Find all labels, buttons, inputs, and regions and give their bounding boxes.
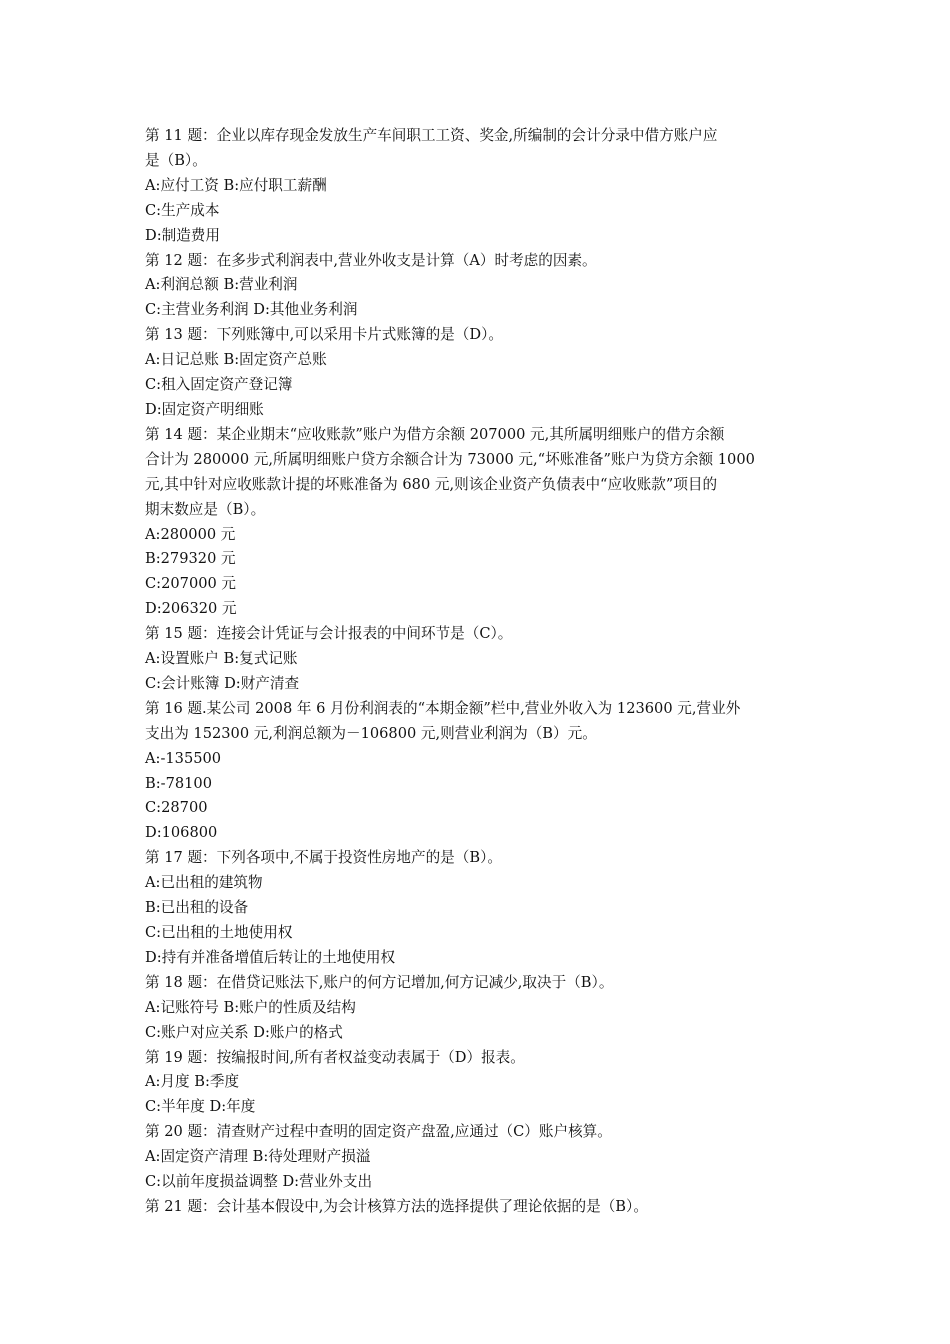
text-line: A:日记总账 B:固定资产总账 [145, 351, 327, 369]
text-line: 第 16 题.某公司 2008 年 6 月份利润表的“本期金额”栏中,营业外收入为 123600 元,营业外 [145, 699, 741, 717]
text-line: A:利润总额 B:营业利润 [145, 276, 298, 294]
text-line: 合计为 280000 元,所属明细账户贷方余额合计为 73000 元,“坏账准备”账户为贷方余额 1000 [145, 450, 755, 468]
text-line: 第 14 题：某企业期末“应收账款”账户为借方余额 207000 元,其所属明细账户的借方余额 [145, 425, 725, 443]
text-line: C:生产成本 [145, 201, 220, 219]
text-line: D:持有并准备增值后转让的土地使用权 [145, 948, 396, 966]
text-line: A:月度 B:季度 [145, 1073, 240, 1091]
text-line: C:主营业务利润 D:其他业务利润 [145, 301, 358, 319]
text-line: 元,其中针对应收账款计提的坏账准备为 680 元,则该企业资产负债表中“应收账款”项目的 [145, 475, 718, 493]
text-line: D:106800 [145, 824, 218, 842]
text-line: A:-135500 [145, 749, 222, 767]
text-line: B:279320 元 [145, 550, 236, 568]
text-line: A:设置账户 B:复式记账 [145, 650, 298, 668]
text-line: A:固定资产清理 B:待处理财产损溢 [145, 1148, 371, 1166]
text-line: D:固定资产明细账 [145, 400, 264, 418]
text-line: B:-78100 [145, 774, 212, 792]
text-line: B:已出租的设备 [145, 899, 249, 917]
text-line: D:206320 元 [145, 600, 237, 618]
text-line: A:应付工资 B:应付职工薪酬 [145, 176, 327, 194]
text-line: 第 19 题：按编报时间,所有者权益变动表属于（D）报表。 [145, 1048, 525, 1066]
text-line: C:半年度 D:年度 [145, 1098, 256, 1116]
text-line: 第 11 题：企业以库存现金发放生产车间职工工资、奖金,所编制的会计分录中借方账户应 [145, 127, 718, 144]
text-line: 支出为 152300 元,利润总额为－106800 元,则营业利润为（B）元。 [145, 724, 597, 742]
text-line: 是（B）。 [145, 151, 207, 169]
text-line: 第 21 题：会计基本假设中,为会计核算方法的选择提供了理论依据的是（B）。 [145, 1197, 648, 1215]
text-line: C:账户对应关系 D:账户的格式 [145, 1023, 343, 1041]
text-line: 第 13 题：下列账簿中,可以采用卡片式账簿的是（D）。 [145, 326, 503, 344]
text-line: C:28700 [145, 799, 208, 817]
document-page [145, 124, 813, 1220]
text-line: A:已出租的建筑物 [145, 874, 263, 892]
text-line: 第 17 题：下列各项中,不属于投资性房地产的是（B）。 [145, 849, 502, 867]
text-line: C:207000 元 [145, 575, 237, 593]
text-line: C:会计账簿 D:财产清查 [145, 674, 300, 692]
text-line: 第 20 题：清查财产过程中查明的固定资产盘盈,应通过（C）账户核算。 [145, 1123, 612, 1141]
text-line: C:已出租的土地使用权 [145, 924, 293, 941]
text-line: A:280000 元 [145, 525, 236, 543]
text-line: 第 18 题：在借贷记账法下,账户的何方记增加,何方记减少,取决于（B）。 [145, 973, 614, 991]
text-line: C:以前年度损益调整 D:营业外支出 [145, 1173, 373, 1191]
text-line: 第 12 题：在多步式利润表中,营业外收支是计算（A）时考虑的因素。 [145, 251, 597, 269]
text-line: 第 15 题：连接会计凭证与会计报表的中间环节是（C）。 [145, 625, 513, 643]
text-line: D:制造费用 [145, 226, 220, 244]
text-line: C:租入固定资产登记簿 [145, 376, 293, 394]
text-line: A:记账符号 B:账户的性质及结构 [145, 998, 356, 1016]
text-line: 期末数应是（B）。 [145, 500, 266, 518]
